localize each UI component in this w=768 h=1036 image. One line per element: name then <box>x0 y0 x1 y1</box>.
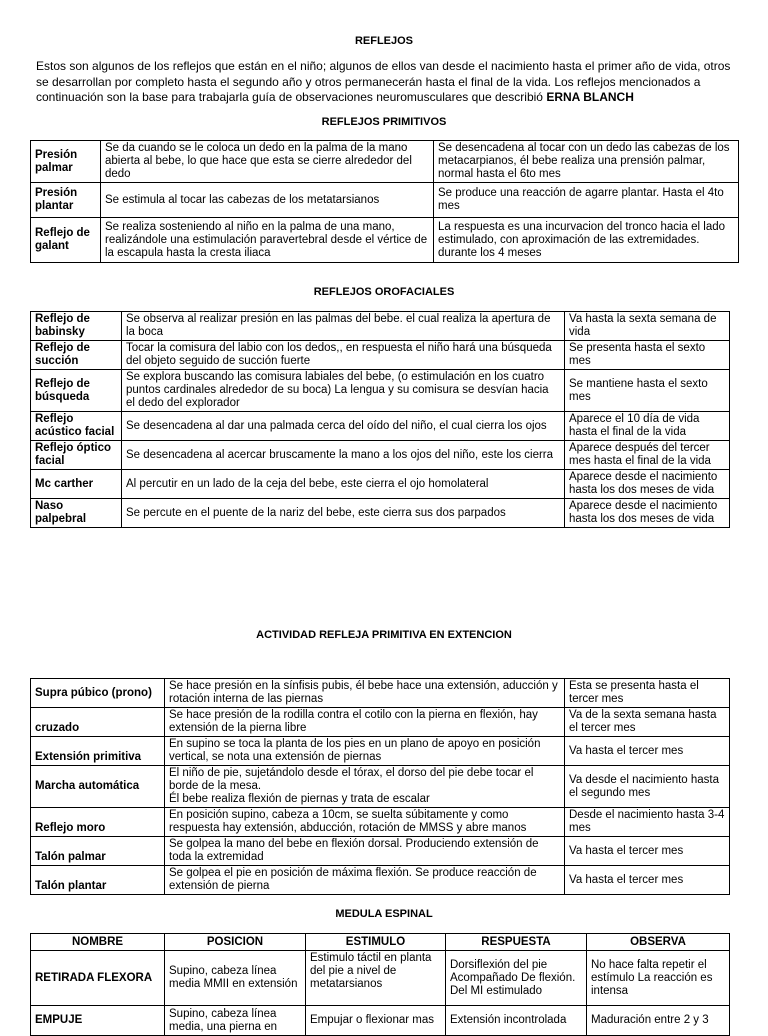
reflex-duration: Va hasta el tercer mes <box>565 837 730 866</box>
reflex-duration: Se presenta hasta el sexto mes <box>565 341 730 370</box>
reflex-description: Se hace presión en la sínfisis pubis, él bebe hace una extensión, aducción y rotación interna de las piernas <box>165 679 565 708</box>
table-row <box>31 470 730 499</box>
table-row <box>31 808 730 837</box>
medula-heading: MEDULA ESPINAL <box>335 908 433 920</box>
reflex-response: Se produce una reacción de agarre plantar. Hasta el 4to mes <box>434 183 739 218</box>
medula-table <box>30 933 730 1036</box>
table-row <box>31 499 730 528</box>
intro-paragraph <box>36 59 736 106</box>
table-row <box>31 737 730 766</box>
reflex-description: El niño de pie, sujetándolo desde el tórax, el dorso del pie debe tocar el borde de la mesa. Él bebe realiza flexión de piernas y trata de escalar <box>165 766 565 808</box>
reflex-duration: Va hasta el tercer mes <box>565 737 730 766</box>
position-cell: Supino, cabeza línea media MMII en extensión <box>165 951 306 1006</box>
reflex-name: cruzado <box>31 708 165 737</box>
extension-table <box>30 678 730 895</box>
table-header-row <box>31 934 730 951</box>
table-row <box>31 766 730 808</box>
reflex-duration: Se mantiene hasta el sexto mes <box>565 370 730 412</box>
reflex-name: Reflejo acústico facial <box>31 412 122 441</box>
reflex-duration: Aparece desde el nacimiento hasta los dos meses de vida <box>565 470 730 499</box>
reflex-name: Mc carther <box>31 470 122 499</box>
reflex-description: Se desencadena al acercar bruscamente la mano a los ojos del niño, este los cierra <box>122 441 565 470</box>
reflex-description: Se desencadena al dar una palmada cerca del oído del niño, el cual cierra los ojos <box>122 412 565 441</box>
position-cell: Supino, cabeza línea media, una pierna en <box>165 1006 306 1036</box>
extension-heading: ACTIVIDAD REFLEJA PRIMITIVA EN EXTENCION <box>256 629 512 641</box>
reflex-description: Se golpea el pie en posición de máxima flexión. Se produce reacción de extensión de pierna <box>165 866 565 895</box>
table-row <box>31 866 730 895</box>
response-cell: Dorsiflexión del pie Acompañado De flexión. Del MI estimulado <box>446 951 587 1006</box>
orofaciales-heading: REFLEJOS OROFACIALES <box>313 286 455 298</box>
reflex-name: Reflejo óptico facial <box>31 441 122 470</box>
reflex-description: En supino se toca la planta de los pies en un plano de apoyo en posición vertical, se nota una extensión de piernas <box>165 737 565 766</box>
reflex-duration: Va hasta la sexta semana de vida <box>565 312 730 341</box>
orofaciales-table <box>30 311 730 528</box>
reflex-description: Se da cuando se le coloca un dedo en la palma de la mano abierta al bebe, lo que hace que esta se cierre alrededor del dedo <box>101 141 434 183</box>
table-row <box>31 141 739 183</box>
column-header: POSICION <box>165 934 306 951</box>
table-row <box>31 183 739 218</box>
primitivos-table <box>30 140 739 263</box>
table-row <box>31 951 730 1006</box>
stimulus-cell: Estimulo táctil en planta del pie a nivel de metatarsianos <box>306 951 446 1006</box>
table-row <box>31 708 730 737</box>
reflex-description: Se hace presión de la rodilla contra el cotilo con la pierna en flexión, hay extensión de la pierna libre <box>165 708 565 737</box>
response-cell: Extensión incontrolada <box>446 1006 587 1036</box>
reflex-duration: Va desde el nacimiento hasta el segundo mes <box>565 766 730 808</box>
reflex-duration: Desde el nacimiento hasta 3-4 mes <box>565 808 730 837</box>
reflex-description: Se golpea la mano del bebe en flexión dorsal. Produciendo extensión de toda la extremidad <box>165 837 565 866</box>
reflex-duration: Aparece después del tercer mes hasta el final de la vida <box>565 441 730 470</box>
reflex-name: Presión plantar <box>31 183 101 218</box>
reflex-name: EMPUJE <box>31 1006 165 1036</box>
observation-cell: Maduración entre 2 y 3 <box>587 1006 730 1036</box>
table-row <box>31 341 730 370</box>
intro-text: Estos son algunos de los reflejos que están en el niño; algunos de ellos van desde el nacimiento hasta el primer año de vida, otros se desarrollan por completo hasta el segundo año y otros permanecerán hasta el final de la vida. Los reflejos mencionados a continuación son la base para trabajarla guía de observaciones neuromusculares que describió <box>36 59 731 104</box>
reflex-duration: Va hasta el tercer mes <box>565 866 730 895</box>
reflex-name: Reflejo moro <box>31 808 165 837</box>
column-header: ESTIMULO <box>306 934 446 951</box>
table-row <box>31 837 730 866</box>
reflex-description: Se observa al realizar presión en las palmas del bebe. el cual realiza la apertura de la boca <box>122 312 565 341</box>
reflex-name: RETIRADA FLEXORA <box>31 951 165 1006</box>
reflex-description: En posición supino, cabeza a 10cm, se suelta súbitamente y como respuesta hay extensión, abducción, rotación de MMSS y abre manos <box>165 808 565 837</box>
reflex-duration: Aparece el 10 día de vida hasta el final de la vida <box>565 412 730 441</box>
table-row <box>31 412 730 441</box>
reflex-name: Naso palpebral <box>31 499 122 528</box>
observation-cell: No hace falta repetir el estímulo La reacción es intensa <box>587 951 730 1006</box>
reflex-description: Se percute en el puente de la nariz del bebe, este cierra sus dos parpados <box>122 499 565 528</box>
reflex-name: Reflejo de babinsky <box>31 312 122 341</box>
reflex-name: Reflejo de galant <box>31 218 101 263</box>
table-row <box>31 441 730 470</box>
reflex-response: Se desencadena al tocar con un dedo las cabezas de los metacarpianos, él bebe realiza una prensión palmar, normal hasta el 6to mes <box>434 141 739 183</box>
reflex-description: Tocar la comisura del labio con los dedos,, en respuesta el niño hará una búsqueda del objeto seguido de succión fuerte <box>122 341 565 370</box>
column-header: OBSERVA <box>587 934 730 951</box>
reflex-description: Se realiza sosteniendo al niño en la palma de una mano, realizándole una estimulación paravertebral desde el vértice de la escapula hasta la cresta iliaca <box>101 218 434 263</box>
page-title: REFLEJOS <box>354 35 414 47</box>
reflex-duration: Va de la sexta semana hasta el tercer mes <box>565 708 730 737</box>
table-row <box>31 1006 730 1036</box>
reflex-description: Se explora buscando las comisura labiales del bebe, (o estimulación en los cuatro puntos cardinales alrededor de su boca) La lengua y su comisura se desvían hacia el dedo del explorador <box>122 370 565 412</box>
reflex-description: Se estimula al tocar las cabezas de los metatarsianos <box>101 183 434 218</box>
table-row <box>31 312 730 341</box>
reflex-name: Reflejo de búsqueda <box>31 370 122 412</box>
table-row <box>31 679 730 708</box>
reflex-name: Supra púbico (prono) <box>31 679 165 708</box>
intro-author: ERNA BLANCH <box>546 90 634 104</box>
reflex-response: La respuesta es una incurvacion del tronco hacia el lado estimulado, con aproximación de las extremidades. durante los 4 meses <box>434 218 739 263</box>
primitivos-heading: REFLEJOS PRIMITIVOS <box>321 116 447 128</box>
column-header: NOMBRE <box>31 934 165 951</box>
reflex-name: Marcha automática <box>31 766 165 808</box>
reflex-name: Presión palmar <box>31 141 101 183</box>
reflex-name: Extensión primitiva <box>31 737 165 766</box>
table-row <box>31 370 730 412</box>
reflex-duration: Aparece desde el nacimiento hasta los dos meses de vida <box>565 499 730 528</box>
stimulus-cell: Empujar o flexionar mas <box>306 1006 446 1036</box>
reflex-name: Talón plantar <box>31 866 165 895</box>
reflex-duration: Esta se presenta hasta el tercer mes <box>565 679 730 708</box>
reflex-name: Reflejo de succión <box>31 341 122 370</box>
column-header: RESPUESTA <box>446 934 587 951</box>
reflex-description: Al percutir en un lado de la ceja del bebe, este cierra el ojo homolateral <box>122 470 565 499</box>
table-row <box>31 218 739 263</box>
reflex-name: Talón palmar <box>31 837 165 866</box>
